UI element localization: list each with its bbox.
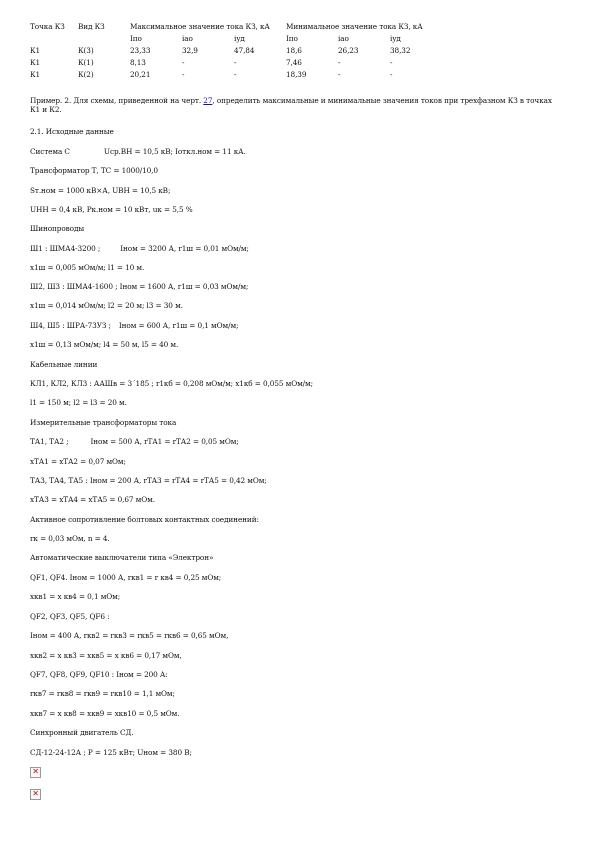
table-row: [30, 56, 435, 68]
table-header-kind: Вид КЗ: [78, 21, 105, 31]
table-subheader-cell: iуд: [234, 33, 245, 43]
system-parameters: Uср.ВН = 10,5 кВ; Iоткл.ном = 11 кА.: [103, 147, 246, 156]
table-cell: 32,9: [182, 45, 198, 55]
broken-image-icon: [30, 767, 41, 778]
table-subheader-cell: iуд: [390, 33, 401, 43]
table-cell: К(1): [78, 57, 94, 67]
example-paragraph: [30, 96, 560, 114]
contacts-heading: Активное сопротивление болтовых контактных соединений:: [30, 515, 259, 524]
cables-line: КЛ1, КЛ2, КЛ3 : ААШв = 3´185 ; r1кб = 0,208 мОм/м; x1кб = 0,055 мОм/м;: [30, 379, 313, 388]
table-cell: К1: [30, 69, 41, 79]
ta1-ta2-reactance-line: xТА1 = xТА2 = 0,07 мОм;: [30, 457, 126, 466]
table-cell: 47,84: [234, 45, 255, 55]
ta1-ta2-parameters: Iном = 500 А, rТА1 = rТА2 = 0,05 мОм;: [90, 437, 239, 446]
example-text-before: Пример. 2. Для схемы, приведенной на черт.: [30, 96, 204, 105]
table-cell: 26,23: [338, 45, 359, 55]
table-cell: К1: [30, 57, 41, 67]
cross-icon: ✕: [32, 767, 39, 776]
drawing-reference-link[interactable]: 27: [203, 96, 213, 105]
qf1-qf4-reactance-line: xкв1 = x кв4 = 0,1 мОм;: [30, 592, 121, 601]
table-cell: -: [390, 57, 393, 67]
example-text-after: , определить максимальные и минимальные значения токов при трехфазном КЗ в точках К1 и К2.: [30, 96, 552, 114]
table-subheader-row: [30, 32, 435, 44]
breakers-heading: Автоматические выключатели типа «Электрон»: [30, 553, 214, 562]
table-cell: К(3): [78, 45, 94, 55]
table-cell: -: [234, 69, 237, 79]
qf2-qf6-label-line: QF2, QF3, QF5, QF6 :: [30, 612, 110, 621]
busbar-4-5-parameters: Iном = 600 А, r1ш = 0,1 мОм/м;: [118, 321, 239, 330]
table-cell: К1: [30, 45, 41, 55]
table-cell: -: [390, 69, 393, 79]
short-circuit-currents-table: [30, 20, 435, 80]
table-cell: 23,33: [130, 45, 151, 55]
table-cell: -: [338, 57, 341, 67]
transformer-line: Трансформатор Т, ТС = 1000/10,0: [30, 166, 158, 175]
table-cell: -: [182, 69, 185, 79]
busbar-4-5-line: [30, 321, 238, 330]
qf2-qf6-resistance-line: Iном = 400 А, rкв2 = rкв3 = rкв5 = rкв6 = 0,65 мОм,: [30, 631, 229, 640]
table-header-min-group: Минимальное значение тока КЗ, кА: [286, 21, 423, 31]
cross-icon: ✕: [32, 789, 39, 798]
table-cell: 38,32: [390, 45, 411, 55]
busbar-1-reactance-line: x1ш = 0,005 мОм/м; l1 = 10 м.: [30, 263, 145, 272]
busbar-2-3-line: Ш2, Ш3 : ШМА4-1600 ; Iном = 1600 А, r1ш = 0,03 мОм/м;: [30, 282, 249, 291]
busbar-2-3-reactance-line: x1ш = 0,014 мОм/м; l2 = 20 м; l3 = 30 м.: [30, 301, 183, 310]
cables-heading: Кабельные линии: [30, 360, 98, 369]
table-cell: -: [234, 57, 237, 67]
synchronous-motor-heading: Синхронный двигатель СД.: [30, 728, 134, 737]
table-subheader-cell: Iпо: [130, 33, 142, 43]
table-cell: К(2): [78, 69, 94, 79]
busbar-1-parameters: Iном = 3200 А, r1ш = 0,01 мОм/м;: [120, 244, 249, 253]
ta3-ta5-reactance-line: xТА3 = xТА4 = xТА5 = 0,67 мОм.: [30, 495, 155, 504]
contacts-line: rк = 0,03 мОм, n = 4.: [30, 534, 110, 543]
busbars-heading: Шинопроводы: [30, 224, 85, 233]
table-cell: -: [338, 69, 341, 79]
synchronous-motor-line: СД-12-24-12А ; Р = 125 кВт; Uном = 380 В;: [30, 748, 192, 757]
section-heading: 2.1. Исходные данные: [30, 127, 114, 136]
table-header-row: [30, 20, 435, 32]
table-cell: 8,13: [130, 57, 146, 67]
busbar-4-5-label: Ш4, Ш5 : ШРА-73УЗ ;: [30, 321, 111, 330]
broken-image-icon: [30, 789, 41, 800]
table-row: [30, 44, 435, 56]
table-subheader-empty: [78, 32, 130, 44]
transformer-rating-line: Sт.ном = 1000 кВ×А, UВН = 10,5 кВ;: [30, 186, 171, 195]
busbar-4-5-reactance-line: x1ш = 0,13 мОм/м; l4 = 50 м, l5 = 40 м.: [30, 340, 179, 349]
table-cell: -: [182, 57, 185, 67]
table-subheader-cell: Iпо: [286, 33, 298, 43]
table-subheader-cell: iao: [338, 33, 349, 43]
qf7-qf10-line: QF7, QF8, QF9, QF10 : Iном = 200 А:: [30, 670, 168, 679]
table-subheader-cell: iao: [182, 33, 193, 43]
qf1-qf4-line: QF1, QF4. Iном = 1000 А, rкв1 = r кв4 = 0,25 мОм;: [30, 573, 222, 582]
table-cell: 7,46: [286, 57, 302, 67]
qf7-qf10-reactance-line: xкв7 = x кв8 = xкв9 = xкв10 = 0,5 мОм.: [30, 709, 180, 718]
table-subheader-empty: [30, 32, 78, 44]
cables-length-line: l1 = 150 м; l2 = l3 = 20 м.: [30, 398, 127, 407]
qf7-qf10-resistance-line: rкв7 = rкв8 = rкв9 = rкв10 = 1,1 мОм;: [30, 689, 175, 698]
system-line: [30, 147, 246, 156]
ta1-ta2-line: [30, 437, 239, 446]
table-header-max-group: Максимальное значение тока КЗ, кА: [130, 21, 270, 31]
ta3-ta5-line: ТА3, ТА4, ТА5 : Iном = 200 А, rТА3 = rТА4 = rТА5 = 0,42 мОм;: [30, 476, 267, 485]
current-transformers-heading: Измерительные трансформаторы тока: [30, 418, 177, 427]
ta1-ta2-label: ТА1, ТА2 ;: [30, 437, 69, 446]
busbar-1-label: Ш1 : ШМА4-3200 ;: [30, 244, 101, 253]
table-cell: 18,39: [286, 69, 307, 79]
table-cell: 20,21: [130, 69, 151, 79]
qf2-qf6-reactance-line: xкв2 = x кв3 = xкв5 = x кв6 = 0,17 мОм,: [30, 651, 182, 660]
table-cell: 18,6: [286, 45, 302, 55]
transformer-lv-line: UНН = 0,4 кВ, Рк.ном = 10 кВт, uк = 5,5 %: [30, 205, 193, 214]
table-header-point: Точка КЗ: [30, 21, 65, 31]
busbar-1-line: [30, 244, 249, 253]
system-label: Система С: [30, 147, 70, 156]
table-row: [30, 68, 435, 80]
